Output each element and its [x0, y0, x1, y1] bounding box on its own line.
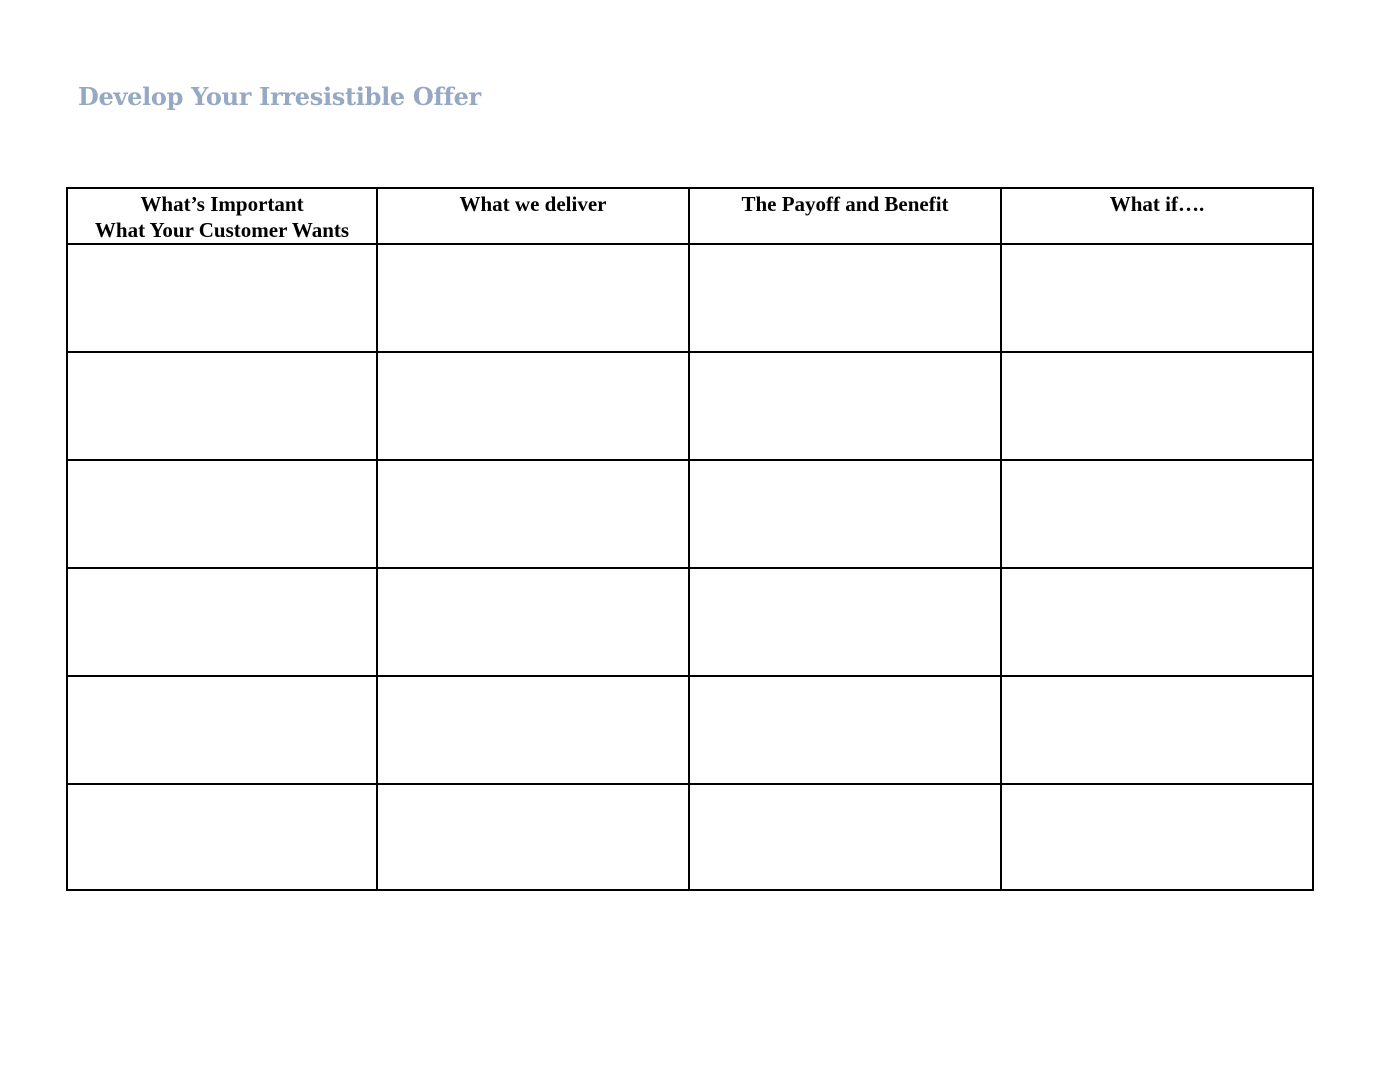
table-cell[interactable]: [377, 784, 689, 890]
table-cell[interactable]: [377, 460, 689, 568]
offer-worksheet-table: [66, 187, 1314, 891]
table-cell[interactable]: [67, 568, 377, 676]
column-header-what-if: [1001, 188, 1313, 244]
table-row: [67, 676, 1313, 784]
table-cell[interactable]: [67, 676, 377, 784]
column-header-what-we-deliver: [377, 188, 689, 244]
table-cell[interactable]: [1001, 244, 1313, 352]
table-cell[interactable]: [689, 676, 1001, 784]
page-title: Develop Your Irresistible Offer: [78, 82, 481, 111]
column-header-line: What we deliver: [459, 192, 607, 216]
table-cell[interactable]: [689, 352, 1001, 460]
table-cell[interactable]: [377, 568, 689, 676]
table-row: [67, 784, 1313, 890]
table-row: [67, 568, 1313, 676]
table-cell[interactable]: [67, 460, 377, 568]
table-row: [67, 460, 1313, 568]
table-cell[interactable]: [67, 244, 377, 352]
column-header-line: The Payoff and Benefit: [741, 192, 949, 216]
table-row: [67, 244, 1313, 352]
table-cell[interactable]: [377, 352, 689, 460]
table-cell[interactable]: [689, 460, 1001, 568]
table-cell[interactable]: [1001, 676, 1313, 784]
table-cell[interactable]: [689, 244, 1001, 352]
table-cell[interactable]: [1001, 784, 1313, 890]
table-cell[interactable]: [1001, 568, 1313, 676]
table-cell[interactable]: [1001, 460, 1313, 568]
column-header-line: What’s Important: [140, 192, 304, 216]
table-cell[interactable]: [689, 568, 1001, 676]
table-cell[interactable]: [377, 676, 689, 784]
table-row: [67, 352, 1313, 460]
table-cell[interactable]: [67, 352, 377, 460]
table-cell[interactable]: [689, 784, 1001, 890]
column-header-line: What Your Customer Wants: [94, 218, 350, 242]
column-header-whats-important: [67, 188, 377, 244]
table-header-row: [67, 188, 1313, 244]
column-header-payoff-and-benefit: [689, 188, 1001, 244]
column-header-line: What if….: [1109, 192, 1205, 216]
table-cell[interactable]: [377, 244, 689, 352]
table-cell[interactable]: [67, 784, 377, 890]
table-cell[interactable]: [1001, 352, 1313, 460]
